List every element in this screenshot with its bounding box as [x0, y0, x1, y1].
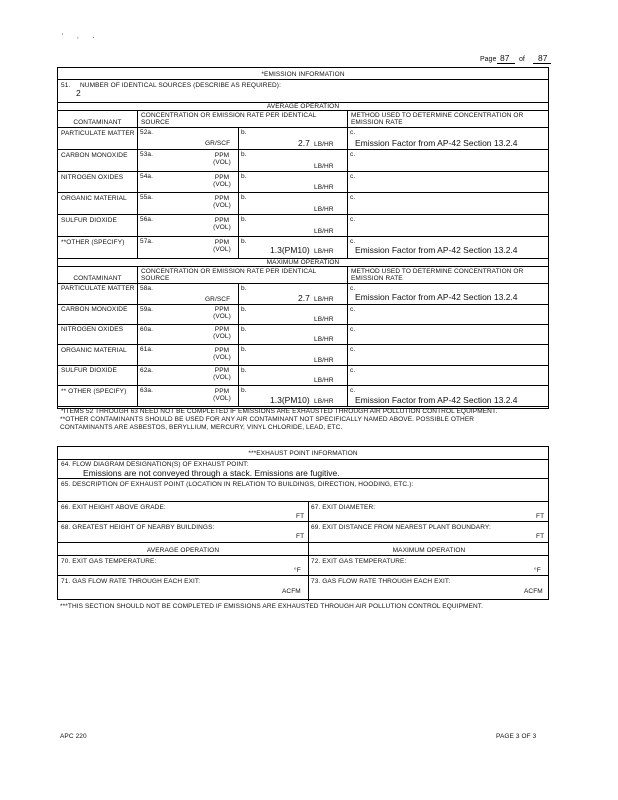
q70-label: 70. EXIT GAS TEMPERATURE:	[61, 558, 157, 565]
page-total: 87	[538, 53, 548, 63]
avg-col-concentration: CONCENTRATION OR EMISSION RATE PER IDENTICAL SOURCE	[141, 112, 317, 126]
q64-label: 64. FLOW DIAGRAM DESIGNATION(S) OF EXHAUST POINT:	[61, 461, 249, 468]
exhaust-title: ***EXHAUST POINT INFORMATION	[248, 450, 358, 457]
q65-label: 65. DESCRIPTION OF EXHAUST POINT (LOCATION IN RELATION TO BUILDINGS, DIRECTION, HOODING, ETC.):	[61, 481, 414, 488]
q72-label: 72. EXIT GAS TEMPERATURE:	[311, 558, 407, 565]
max-op-title: MAXIMUM OPERATION	[266, 259, 340, 266]
page-number: 87	[500, 53, 510, 63]
scan-marks: ’ , .	[62, 33, 101, 40]
emission-info-title: *EMISSION INFORMATION	[261, 71, 345, 78]
max-row-value: 2.7	[298, 293, 310, 303]
emission-table: *EMISSION INFORMATION 51. NUMBER OF IDENTICAL SOURCES (DESCRIBE AS REQUIRED): 2 AVERAGE OPERATION CONTAMINANT CONCENTRATION OR EMISSION RATE PER IDENTICAL SOURCE METHOD USED TO DETERMINE CONCENTRATION OR EMISSION RATE PARTICULATE MATTER 52a. GR/SCF b. 2.7 LB/HR c. Emission Factor from AP-42 Section 13.2.4 CARBON MONOXIDE 53a. PPM (VOL) b. LB/HR c. NITROGEN OXIDES 54a. PPM (VOL) b. LB/HR c. ORGANIC MATERIAL 55a. PPM (VOL) b. LB/HR c. SULFUR DIOXIDE 56a. PPM (VOL) b. LB/HR c. **OTHER (SPECIFY) 57a. PPM (VOL) b. 1.3(PM10) LB/HR c. Emission Factor from AP-42 Section 13.2.4 MAXIMUM OPERATION CONTAMINANT CONCENTRATION OR EMISSION RATE PER IDENTICAL SOURCE METHOD USED TO DETERMINE CONCENTRATION OR EMISSION RATE PARTICULATE MATTER 58a. GR/SCF b. 2.7 LB/HR c. Emission Factor from AP-42 Section 13.2.4 CARBON MONOXIDE 59a. PPM (VOL) b. LB/HR c. NITROGEN OXIDES 60a. PPM (VOL) b. LB/HR c. ORGANIC MATERIAL 61a. PPM (VOL) b. LB/HR c. SULFUR DIOXIDE 62a. PPM (VOL) b. LB/HR c. ** OTHER (SPECIFY) 63a. PPM (VOL) b. 1.3(PM10) LB/HR c. Emission Factor from AP-42 Section 13.2.4 *ITEMS 52 THROUGH 63 NEED NOT BE COMPLETED IF EMISSIONS ARE EXHAUSTED THROUGH AIR POLLUTION CONTROL EQUIPMENT.	[57, 67, 549, 409]
q67-label: 67. EXIT DIAMETER:	[311, 504, 376, 511]
max-col-concentration: CONCENTRATION OR EMISSION RATE PER IDENTICAL SOURCE	[141, 268, 317, 282]
avg-row-method: Emission Factor from AP-42 Section 13.2.4	[355, 138, 518, 148]
avg-op-title: AVERAGE OPERATION	[266, 103, 340, 110]
page-label: Page	[480, 56, 497, 63]
form-id: APC 220	[60, 733, 87, 740]
exhaust-footnote: ***THIS SECTION SHOULD NOT BE COMPLETED IF EMISSIONS ARE EXHAUSTED THROUGH AIR POLLUTION CONTROL EQUIPMENT.	[60, 603, 484, 610]
max-row-contaminant: PARTICULATE MATTER	[61, 285, 135, 292]
max-col-method: METHOD USED TO DETERMINE CONCENTRATION OR EMISSION RATE	[351, 268, 524, 282]
q51-label: NUMBER OF IDENTICAL SOURCES (DESCRIBE AS REQUIRED):	[80, 82, 281, 89]
q51-value: 2	[76, 88, 81, 98]
exhaust-table: ***EXHAUST POINT INFORMATION 64. FLOW DIAGRAM DESIGNATION(S) OF EXHAUST POINT: Emissions are not conveyed through a stack. Emissions are fugitive. 65. DESCRIPTION OF EXHAUST POINT (LOCATION IN RELATION TO BUILDINGS, DIRECTION, HOODING, ETC.): 66. EXIT HEIGHT ABOVE GRADE: FT 67. EXIT DIAMETER: FT 68. GREATEST HEIGHT OF NEARBY BUILDINGS: FT 69. EXIT DISTANCE FROM NEAREST PLANT BOUNDARY: FT AVERAGE OPERATION MAXIMUM OPERATION 70. EXIT GAS TEMPERATURE: °F 72. EXIT GAS TEMPERATURE: °F 71. GAS FLOW RATE THROUGH EACH EXIT: ACFM 73. GAS FLOW RATE THROUGH EACH EXIT: ACFM	[57, 446, 549, 600]
avg-row-contaminant: PARTICULATE MATTER	[61, 130, 135, 137]
q66-label: 66. EXIT HEIGHT ABOVE GRADE:	[61, 504, 166, 511]
note-other-contaminants: **OTHER CONTAMINANTS SHOULD BE USED FOR ANY AIR CONTAMINANT NOT SPECIFICALLY NAMED ABOVE. POSSIBLE OTHER	[60, 416, 475, 423]
note-other-list: CONTAMINANTS ARE ASBESTOS, BERYLLIUM, MERCURY, VINYL CHLORIDE, LEAD, ETC.	[60, 424, 343, 431]
of-label: of	[519, 56, 525, 63]
q64-value: Emissions are not conveyed through a stack. Emissions are fugitive.	[83, 468, 340, 478]
exhaust-max-title: MAXIMUM OPERATION	[392, 547, 466, 554]
note-items-52-63: *ITEMS 52 THROUGH 63 NEED NOT BE COMPLETED IF EMISSIONS ARE EXHAUSTED THROUGH AIR POLLUTION CONTROL EQUIPMENT.	[61, 408, 498, 415]
max-row-method: Emission Factor from AP-42 Section 13.2.4	[355, 292, 518, 302]
q69-label: 69. EXIT DISTANCE FROM NEAREST PLANT BOUNDARY:	[311, 524, 491, 531]
q73-label: 73. GAS FLOW RATE THROUGH EACH EXIT:	[311, 578, 451, 585]
avg-col-method: METHOD USED TO DETERMINE CONCENTRATION OR EMISSION RATE	[351, 112, 524, 126]
exhaust-avg-title: AVERAGE OPERATION	[146, 547, 220, 554]
footer-page: PAGE 3 OF 3	[496, 733, 537, 740]
avg-row-value: 2.7	[298, 138, 310, 148]
q71-label: 71. GAS FLOW RATE THROUGH EACH EXIT:	[61, 578, 201, 585]
q68-label: 68. GREATEST HEIGHT OF NEARBY BUILDINGS:	[61, 524, 215, 531]
max-col-contaminant: CONTAMINANT	[73, 275, 122, 282]
avg-col-contaminant: CONTAMINANT	[73, 119, 122, 126]
